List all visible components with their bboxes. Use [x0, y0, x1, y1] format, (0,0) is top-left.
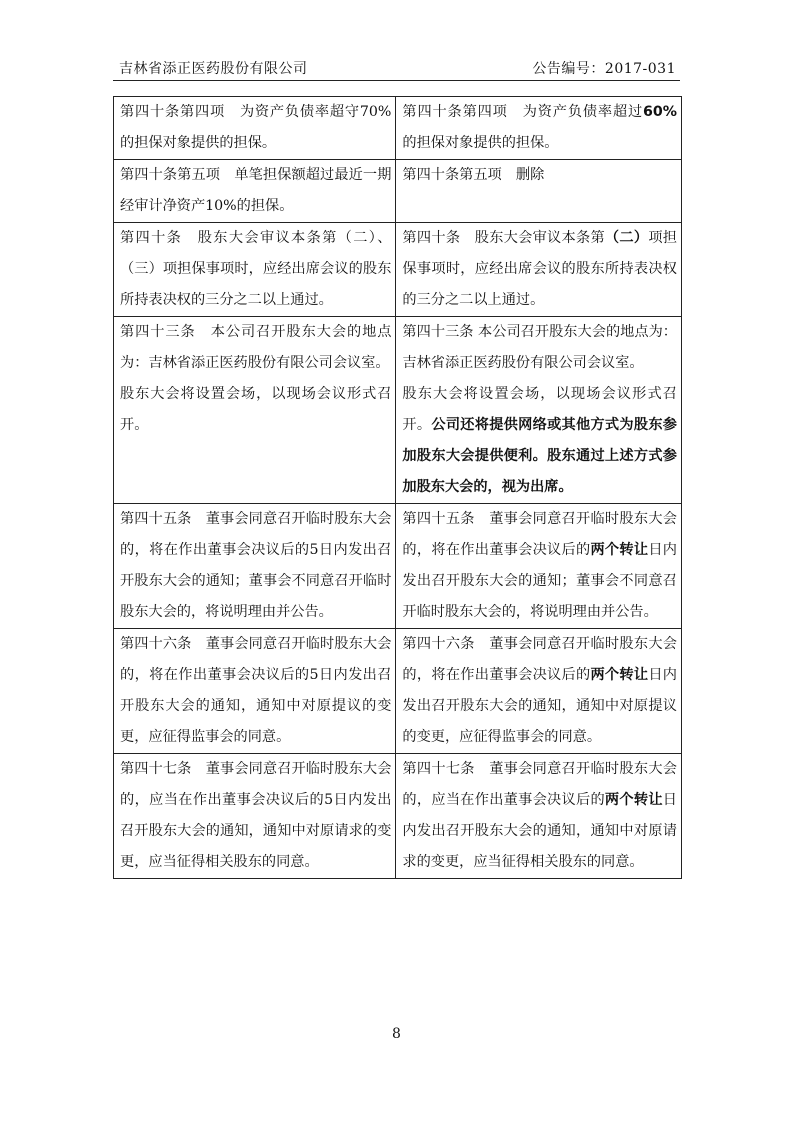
revised-clause-text [402, 754, 677, 878]
notice-number: 公告编号：2017-031 [532, 61, 676, 77]
original-clause-cell [114, 160, 396, 223]
original-clause-cell [114, 504, 396, 629]
table-row [114, 629, 682, 754]
original-clause-text: 第四十三条 本公司召开股东大会的地点为：吉林省添正医药股份有限公司会议室。 [120, 324, 392, 371]
table-row [114, 754, 682, 879]
page-number: 8 [392, 1026, 401, 1042]
original-clause-text: 股东大会将设置会场，以现场会议形式召开。 [120, 386, 392, 433]
revised-text: 日内发出召开股东大会的通知，通知中对原请求的变更，应当征得相关股东的同意。 [402, 792, 677, 870]
revised-text: 项担保事项时，应经出席会议的股东所持表决权的三分之二以上通过。 [402, 230, 677, 308]
revised-clause-cell [396, 754, 682, 879]
revised-clause-cell [396, 629, 682, 754]
original-clause-text: 第四十条第四项 为资产负债率超守70%的担保对象提供的担保。 [120, 104, 392, 151]
revised-text-bold: 60% [643, 104, 677, 120]
revised-clause-cell [396, 223, 682, 317]
original-clause-cell [114, 97, 396, 160]
table-row [114, 317, 682, 504]
revised-clause-text [402, 223, 677, 316]
table-row [114, 504, 682, 629]
revised-clause-cell [396, 317, 682, 504]
revised-text: 第四十条第四项 为资产负债率超过 [402, 104, 644, 120]
revised-text-bold: （二） [604, 230, 649, 246]
revised-clause-cell [396, 160, 682, 223]
original-clause-cell [114, 317, 396, 504]
original-clause-text: 第四十条 股东大会审议本条第（二）、（三）项担保事项时，应经出席会议的股东所持表决权的三分之二以上通过。 [120, 230, 392, 308]
table-row [114, 223, 682, 317]
revised-text-bold: 两个转让 [604, 792, 663, 808]
revised-text-bold: 两个转让 [590, 542, 649, 558]
revised-text: 股东大会将设置会场，以现场会议形式召开。 [402, 386, 677, 433]
revised-text: 第四十六条 董事会同意召开临时股东大会的，将在作出董事会决议后的 [402, 636, 677, 683]
original-clause-cell [114, 754, 396, 879]
revised-clause-text [402, 317, 677, 379]
revised-text: 第四十五条 董事会同意召开临时股东大会的，将在作出董事会决议后的 [402, 511, 677, 558]
revised-clause-text [402, 504, 677, 628]
revised-clause-text [402, 160, 677, 191]
revised-text: 的担保对象提供的担保。 [402, 135, 559, 151]
revised-clause-text [402, 97, 677, 159]
original-clause-cell [114, 629, 396, 754]
company-name: 吉林省添正医药股份有限公司 [119, 61, 308, 77]
revised-text: 日内发出召开股东大会的通知，通知中对原提议的变更，应征得监事会的同意。 [402, 667, 677, 745]
original-clause-text: 第四十条第五项 单笔担保额超过最近一期经审计净资产10%的担保。 [120, 167, 392, 214]
original-clause-cell [114, 223, 396, 317]
original-clause-text: 第四十六条 董事会同意召开临时股东大会的，将在作出董事会决议后的5日内发出召开股东大会的通知，通知中对原提议的变更，应征得监事会的同意。 [120, 636, 392, 745]
page-header [113, 58, 680, 81]
original-clause-text: 第四十五条 董事会同意召开临时股东大会的，将在作出董事会决议后的5日内发出召开股东大会的通知；董事会不同意召开临时股东大会的，将说明理由并公告。 [120, 511, 392, 620]
revised-text-bold: 公司还将提供网络或其他方式为股东参加股东大会提供便利。股东通过上述方式参加股东大会的，视为出席。 [402, 417, 677, 495]
revised-clause-text [402, 379, 677, 503]
revised-text: 第四十条第五项 删除 [402, 167, 545, 183]
revised-text: 第四十条 股东大会审议本条第 [402, 230, 605, 246]
revised-text-bold: 两个转让 [590, 667, 649, 683]
table-row [114, 97, 682, 160]
revised-clause-cell [396, 97, 682, 160]
revised-clause-cell [396, 504, 682, 629]
revised-text: 第四十七条 董事会同意召开临时股东大会的，应当在作出董事会决议后的 [402, 761, 677, 808]
revised-clause-text [402, 629, 677, 753]
amendment-comparison-table [113, 96, 682, 879]
revised-text: 日内发出召开股东大会的通知；董事会不同意召开临时股东大会的，将说明理由并公告。 [402, 542, 677, 620]
table-row [114, 160, 682, 223]
original-clause-text: 第四十七条 董事会同意召开临时股东大会的，应当在作出董事会决议后的5日内发出召开股东大会的通知，通知中对原请求的变更，应当征得相关股东的同意。 [120, 761, 392, 870]
revised-text: 第四十三条 本公司召开股东大会的地点为：吉林省添正医药股份有限公司会议室。 [402, 324, 677, 371]
